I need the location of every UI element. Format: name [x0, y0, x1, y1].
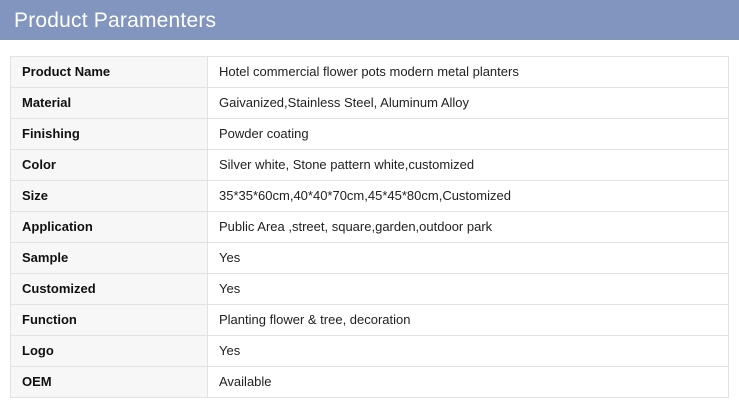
- row-value: Gaivanized,Stainless Steel, Aluminum Alloy: [208, 88, 729, 119]
- row-value: Yes: [208, 336, 729, 367]
- row-value: Available: [208, 367, 729, 398]
- row-label: Customized: [11, 274, 208, 305]
- row-label: Size: [11, 181, 208, 212]
- row-value: Hotel commercial flower pots modern metal planters: [208, 57, 729, 88]
- table-row: [11, 305, 729, 336]
- row-label: Function: [11, 305, 208, 336]
- row-label: Application: [11, 212, 208, 243]
- page-title-bar: [0, 0, 739, 40]
- product-parameters-table: [10, 56, 729, 398]
- row-label: Product Name: [11, 57, 208, 88]
- title-table-spacer: [0, 40, 739, 56]
- table-row: [11, 181, 729, 212]
- row-label: Color: [11, 150, 208, 181]
- row-value: Yes: [208, 243, 729, 274]
- table-row: [11, 243, 729, 274]
- row-value: Silver white, Stone pattern white,customized: [208, 150, 729, 181]
- table-row: [11, 367, 729, 398]
- table-body: [11, 57, 729, 398]
- table-row: [11, 150, 729, 181]
- row-value: Powder coating: [208, 119, 729, 150]
- row-label: Sample: [11, 243, 208, 274]
- row-value: Public Area ,street, square,garden,outdoor park: [208, 212, 729, 243]
- row-value: Planting flower & tree, decoration: [208, 305, 729, 336]
- table-row: [11, 274, 729, 305]
- table-row: [11, 119, 729, 150]
- table-row: [11, 88, 729, 119]
- row-value: Yes: [208, 274, 729, 305]
- row-label: OEM: [11, 367, 208, 398]
- page-title: Product Paramenters: [14, 8, 217, 32]
- row-label: Material: [11, 88, 208, 119]
- row-label: Logo: [11, 336, 208, 367]
- table-row: [11, 57, 729, 88]
- row-label: Finishing: [11, 119, 208, 150]
- row-value: 35*35*60cm,40*40*70cm,45*45*80cm,Customized: [208, 181, 729, 212]
- table-row: [11, 212, 729, 243]
- table-row: [11, 336, 729, 367]
